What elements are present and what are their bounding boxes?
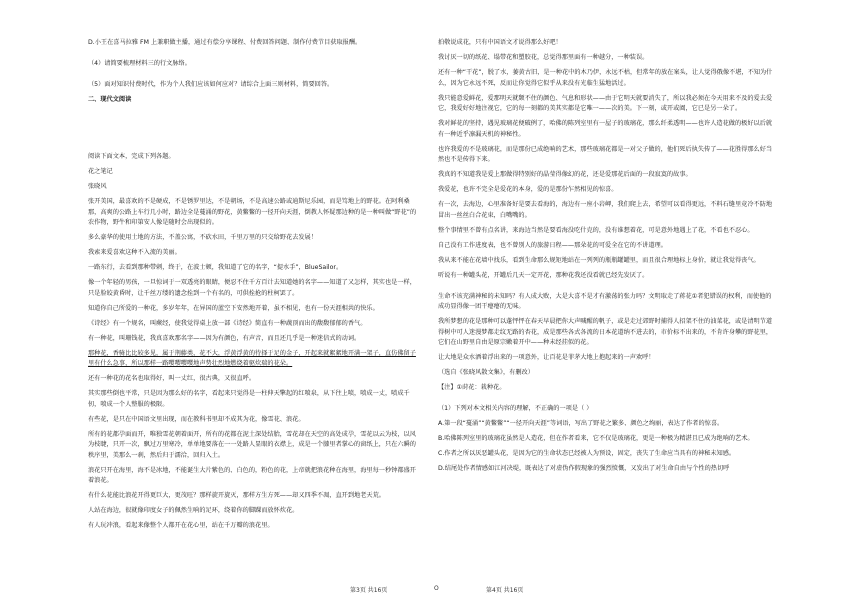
question-4: （4）请简要梳理材料三的行文脉络。 <box>88 60 191 67</box>
question-5: （5）面对知识付费时代，作为个人我们应该如何应对？请综合上面三则材料，简要回答。 <box>88 81 334 88</box>
paragraph: 一路东行，去看到那种带刺，终于，在波士顿，我知道了它的名字，“提水手”，BlueSailor。 <box>88 264 343 271</box>
paragraph: 让大地是众水洒着浮出来的一项意外，让百花是菲茅大地上抱起来的一声欢呼！ <box>438 354 655 361</box>
paragraph: 有人玩冲浪，看起来像整个人都开在花心里，站在千万瓣的浪花里。 <box>88 522 274 529</box>
paragraph: 有一种花，叫珊钱花，我真喜欢那名字——因为有颜色，有声音，而且还几乎是一种迷信式的动词。 <box>88 334 361 342</box>
paragraph: 也许我爱的不是玻璃花，而是那份已成绝响的艺术，那些玻璃花都是一对父子做的，他们死后执失传了——花胜得那么好当然也不是传得下来。 <box>438 145 773 163</box>
paragraph: 我爱花，也许不完全是爱花的本身，爱的是那份乍然相见的惊喜。 <box>438 186 618 193</box>
page-number-right: 第4页 共16页 <box>486 587 524 594</box>
option-b: B.哈佛陈列室里的玻璃花虽然是人造花，但在作者看来，它不仅是玻璃花，更是一种极为精湛且已成为绝响的艺术。 <box>438 435 754 442</box>
section-heading: 二、现代文阅读 <box>88 96 132 103</box>
paragraph: 我索来爱喜欢这种不入流的美丽。 <box>88 249 181 256</box>
article-title: 花之笔记 <box>88 168 113 175</box>
paragraph: 自己没有工作进度表，也不曾别人的旅游日程——那朵花的可爱全在它的不讲道理。 <box>438 241 667 249</box>
paragraph-underlined: 那种花，香骑比比较多见，属于荆藤类，花不大，浮黄浮黄的待择于足的金子，开起来就絮絮地开满一架子，直仿佛留子里有什么急事，所以那样一路嘤嘤嘤嘤地声势壮烈地燃烧着驱炊瑞的花朵。 <box>88 349 416 367</box>
instructions: 阅读下面文本，完成下列各题。 <box>88 153 175 160</box>
paragraph: 拍敬说成花，只有中国语文才说得那么好吧！ <box>438 39 562 46</box>
paragraph: 《诗经》有一个规名，叫蕨经，使我觉得桌上放一部《诗经》简直有一种蔬顶而出的馥馥郁郁的香气。 <box>88 319 367 327</box>
paragraph: 有一次，去海边，心里准备好是要去看海的，海边有一座小岩岬，我们爬上去，希望可以看得更远，不料石缝里竟冷不防地冒出一丝丝白合花束，白嘴嘴的。 <box>438 201 773 219</box>
paragraph: 我对鲜花的坚持，遇见玻璃花便破例了，哈佛的陈列室里有一屋子的玻璃花，那么纤柔透明——也许人造花做的极好以后就有一种近乎凛漏天机的神秘性。 <box>438 120 773 138</box>
paragraph: 整个事情里不曾有点名讲，来海边当然是要看海没吃什克的，没有谁想着花，可是意外地遇上了花，不看也不忍心。 <box>438 226 754 234</box>
paragraph: 生命不该充满神秘的未知吗？有人成大败，大是大喜不是才有激荡的张力吗？文明取走了蒋花①者犯错误的权利，而使他的成功显得像一团干瘪瘪的无味。 <box>438 292 772 310</box>
left-column <box>88 38 418 536</box>
paragraph: 有什么花能比浪花开得更巨大，更茂旺？那样旋开旋灭，那样方生方死——却又四季不凋，直开到地老天荒。 <box>88 492 385 499</box>
option-a: A.第一段“蔓涌”“黄鳖鳖”“一径开向天涯”等词语，写出了野花之繁多、颜色之绚丽，表达了作者的惊喜。 <box>438 420 724 427</box>
paragraph: 我从来不能在花墙中找乐，看到生命那么规矩地站在一列列的瓶瓶罐罐里，而且很合理地标上身价，就让我觉得丧气。 <box>438 256 760 264</box>
option-c: C.作者之所以厌恶罐头花，是因为它的生命状态已经被人为预设，固定，丧失了生命应当具有的神秘未知感。 <box>438 450 736 457</box>
paragraph: 我只能意爱鲜花，爱那明天就颓不住的颜色、气息和形状——由于它明天就要消失了，所以我必须在今天用来不及的爱去爱它，我爱好好地注视它，它的每一刻都的美其实都是它唯一——次的美。下一刻，或开或阖，它已是另一朵了。 <box>438 94 773 112</box>
paragraph: 我讨厌一切的纸花、塌带花和塑胶花，总觉得那里面有一种越分，一种装误。 <box>438 54 649 61</box>
paragraph: 我所梦想的花是那种可以蓬怦怦在春天早晨把你大声喊醒的帆子，或是走过郊野时捕得人招架不住的油菜花，或是清明节道得树中可人迷漫梦都走纹无路的杏花，成是那些各式各流的日本花道纳不进去的，市价标不出来的，不肯许身攀的野花里，它们在山野里自由是原宗嫩着开中——种未经挂似的花。 <box>438 318 773 346</box>
option-d: D.结尾处作者情感如江河决堤，既表达了对虚伪作假现象的强烈愤慨，又发出了对生命自由与个性的热切呼 <box>438 465 730 472</box>
right-column <box>438 38 773 479</box>
right-page <box>430 0 860 608</box>
paragraph: 知道你自己所爱的一种花，多岁年年，在异国的蓝空下安然地开着，虽不相见，也有一份天涯相共的快乐。 <box>88 304 379 312</box>
page-number-left: 第3页 共16页 <box>350 587 388 594</box>
paragraph: 有些花，是只在中国语文里出现，而在教科书里却不成其为花，像雪花、浪花。 <box>88 415 305 423</box>
paragraph: 浪花只开在海里，海不是冰地，不能诞生大片紫色的、白色的，粉色的花，上帝就把浪花种在海里，海里每一秒钟都盛开着浪花。 <box>88 466 416 484</box>
paragraph: 所有的花都孕面而开，唯独雪花朝着面开，所有的花都在泥土深处结胎，雪花却在天空的高处成孕，雪花以云为枝，以风为枝睫，只开一次，飘过万里寒冷，单单地要落在一一处路人显眼的衣襟上，成是一个膝里者掌心的窗纸上，只在六瞬的秩序里，美那么一刹，然后归于濡洽，回归入土。 <box>88 430 416 459</box>
article-author: 张晓风 <box>88 183 107 190</box>
option-d: D.小王在喜马拉雅 FM 上兼职做主播，通过有偿分享课程、付费回答问题、制作付费节目获取报酬。 <box>88 39 362 46</box>
paragraph: 我真的不知道我是爱上那做得特别好的晶莹得像幻的花，还是爱那花后面的一段寂寞的故事。 <box>438 171 692 178</box>
footnote: 【注】①莳花：栽种花。 <box>438 384 506 391</box>
question-1: （1）下列对本文相关内容的理解，不正确的一项是（ ） <box>438 405 593 412</box>
paragraph: 张开美国，最喜欢的不是硬成，不是锈罗里达，不是朝场，不是高速公路或迪斯尼乐园，而是笃地上的野花。在阿利桑那，高爽的公路上车行几小时，路边全是蔓涌的野花，黄鳖鳖的一径开向天涯，倒教人怀疑那边种的是一种叫做“野花”的农作物，野牛和印第安人像是随时会出现似的。 <box>88 198 417 226</box>
paragraph: 还有一种“干花”，脱了水，萎黄古旧，是一种花中的木乃伊，永远不枯，但常年的放在案头，让人觉得俄像不堪，不知为什么，因为它永远不死，反而让你觉得它似乎从来没有光临生猛地活过。 <box>438 69 773 87</box>
paragraph: 人站在海边，很就像印度女子的佩然生响的足环，绕着你的脚踝而放怀炊花。 <box>88 507 299 514</box>
source-note: （选自《张晓风散文集》，有删改） <box>438 369 534 376</box>
paragraph: 听说有一种罐头花，开罐后几天一定开花，那种花我还没看就已经先发厌了。 <box>438 271 649 279</box>
paragraph: 像一个年轻的男孩，一旦惊词于一双透亮的眼睛，便忍不住千方百计去知道她的名字——知道了又怎样，其实也是一样，只是脸皎黄昏时，让千丝万缕的遗念拴到一个有名的，可供拴抢的柱柯罢了。 <box>88 279 416 297</box>
paragraph: 其实那些倒也平常，只是因为那么好的名字，看起来只觉得是一柱伸天擎起的红喷泉，从下往上喷，喷成一丈，喷成千仞，喷成一个人整服的极限。 <box>88 390 410 408</box>
page-separator-mark: O <box>434 585 439 592</box>
paragraph: 多么豪华的使用土地的方法，不盖公寓，不砍水田，千里万里的只交给野花去发展！ <box>88 234 317 241</box>
paragraph: 还有一种花的花名也取得好，叫一丈红，很古典，又很直呼。 <box>88 375 256 382</box>
